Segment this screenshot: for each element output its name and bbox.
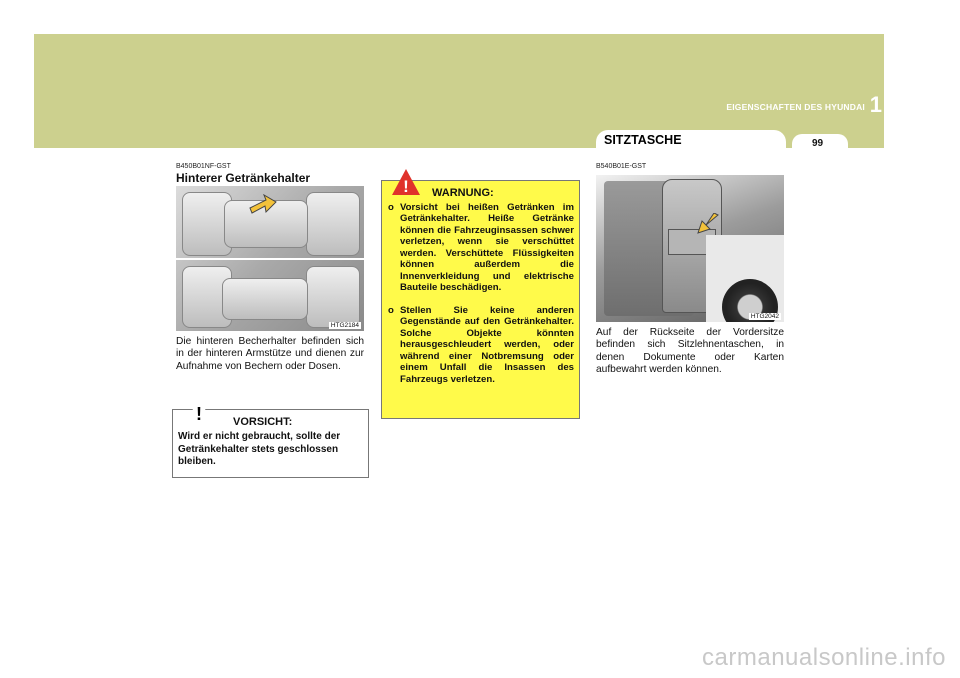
section-heading: Hinterer Getränkehalter [176,171,311,185]
warning-box [381,177,580,419]
watermark: carmanualsonline.info [702,644,946,671]
arrow-icon [696,213,720,235]
section-code: B450B01NF-GST [176,163,231,170]
body-text: Auf der Rückseite der Vordersitze befinden sich Sitzlehnentaschen, in denen Dokumente oder Karten aufbewahrt werden können. [596,327,784,376]
bullet: o [388,202,394,213]
body-text: Die hinteren Becherhalter befinden sich in der hinteren Armstütze und dienen zur Aufnahme von Bechern oder Dosen. [176,336,364,372]
svg-text:!: ! [403,177,409,196]
section-code: B540B01E-GST [596,163,647,170]
open-cupholder-shape [222,278,308,320]
seat-pocket-photo [596,175,784,322]
warning-item [388,305,574,385]
chapter-label: EIGENSCHAFTEN DES HYUNDAI [726,102,865,112]
arrow-icon [248,194,278,214]
bullet: o [388,305,394,316]
seat-shape [306,266,360,328]
caution-triangle-icon [185,398,213,424]
caution-box [172,404,369,478]
image-label: HTG2042 [750,313,779,320]
svg-text:!: ! [196,404,202,424]
image-label: HTG2184 [330,322,359,329]
warning-item-text: Stellen Sie keine anderen Gegenstände auf den Getränkehalter. Solche Objekte könnten herausgeschleudert werden, oder während einer Notbremsung oder einem Unfall die Insassen des Fahrzeugs verletzen. [400,305,574,385]
chapter-number: 1 [869,92,882,117]
caution-title: VORSICHT: [233,416,293,428]
seat-shape [306,192,360,256]
caution-text: Wird er nicht gebraucht, sollte der Getränkehalter stets geschlossen bleiben. [178,431,341,467]
section-title: SITZTASCHE [604,133,682,147]
photo-divider [176,258,364,260]
warning-item-text: Vorsicht bei heißen Getränken im Getränkehalter. Heiße Getränke können die Fahrzeuginsassen schwer verletzen, wenn sie verschüttet werden. Verschüttete Flüssigkeiten können außerdem die Innenverkleidung und elektrische Bauteile beschädigen. [400,202,574,294]
warning-triangle-icon [391,168,421,196]
warning-title: WARNUNG: [432,187,494,199]
warning-item [388,202,574,294]
cupholder-photo [176,186,364,331]
page-number: 99 [812,138,824,149]
